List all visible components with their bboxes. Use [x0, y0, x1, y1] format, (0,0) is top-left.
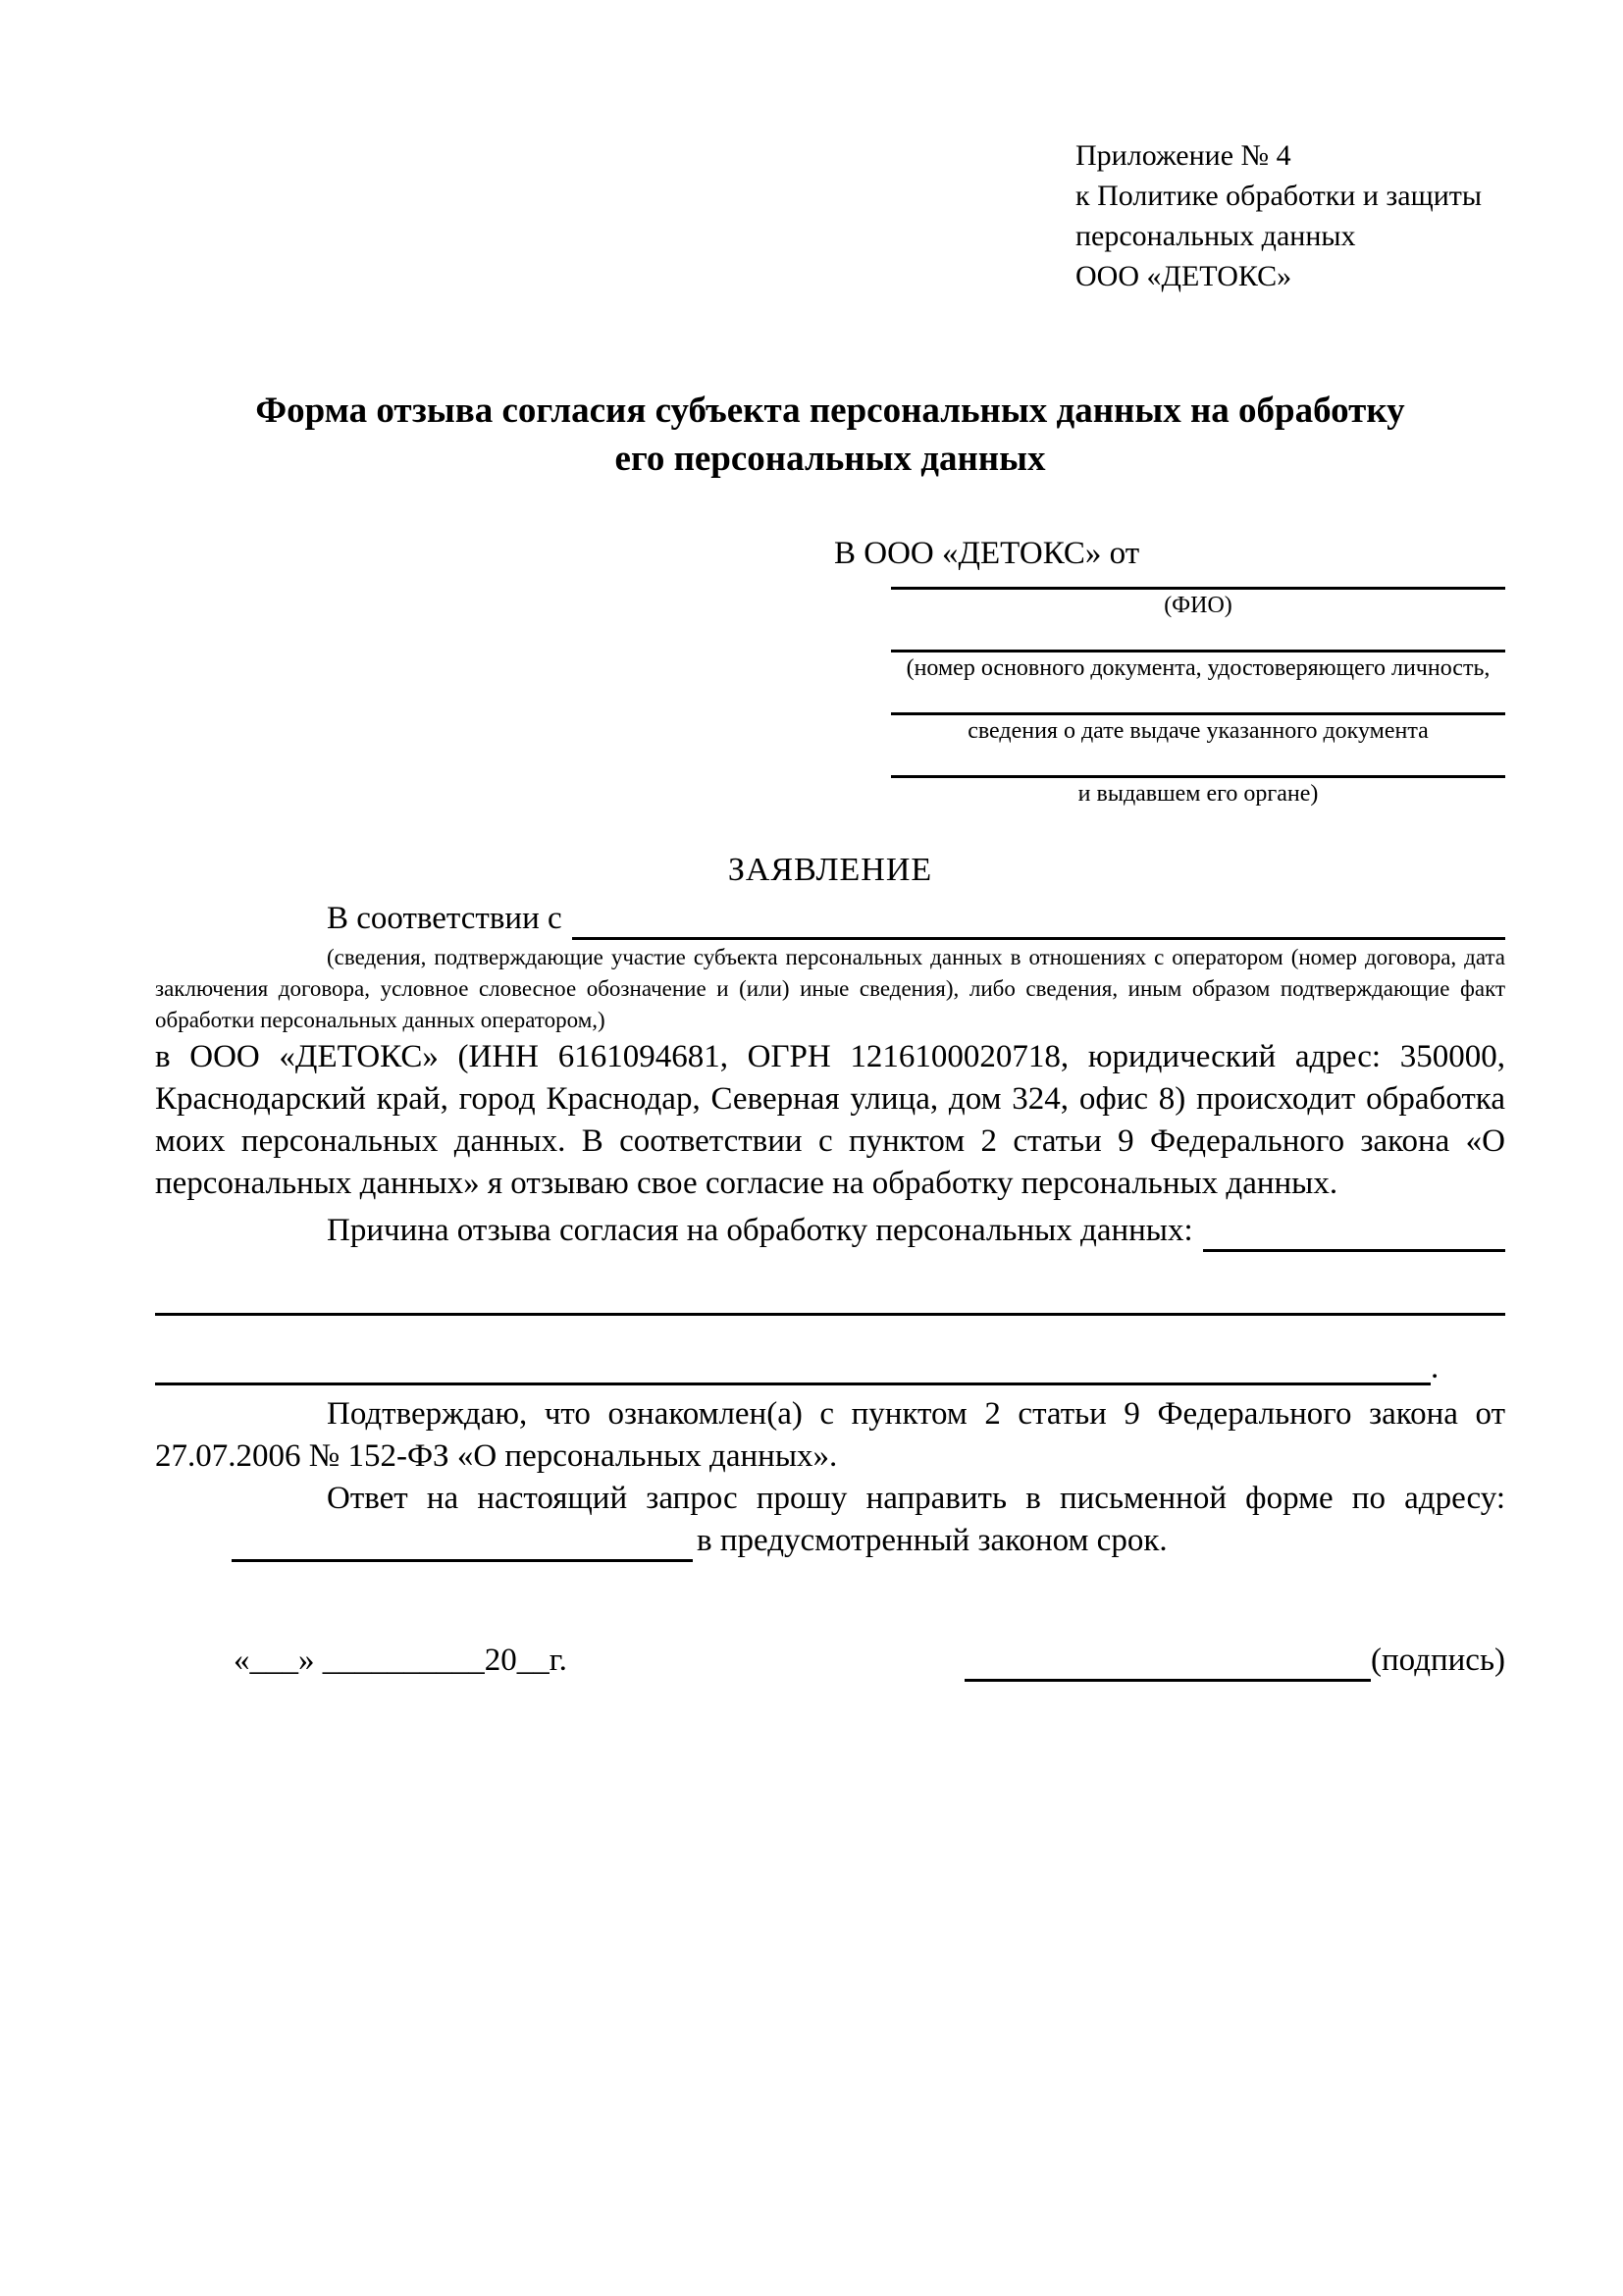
addressee-block [834, 532, 1505, 810]
page-title-line-1: Форма отзыва согласия субъекта персональных данных на обработку [255, 391, 1405, 431]
reply-address-row [155, 1520, 1505, 1562]
reason-label: Причина отзыва согласия на обработку персональных данных: [327, 1213, 1193, 1248]
appendix-line-2: к Политике обработки и защиты [1075, 180, 1483, 212]
appendix-line-3: персональных данных [1075, 220, 1356, 252]
in-accordance-row [155, 897, 1505, 940]
in-accordance-blank-line[interactable] [572, 902, 1505, 940]
small-print-note: (сведения, подтверждающие участие субъекта персональных данных в отношениях с оператором (номер договора, дата заключения договора, условное словесное обозначение и (или) иные сведения), либо сведения, иным образом подтверждающие факт обработки персональных данных оператором,) [155, 945, 1505, 1032]
reply-address-blank-line[interactable] [232, 1526, 693, 1562]
appendix-line-1: Приложение № 4 [1075, 139, 1291, 172]
page-title [155, 387, 1505, 483]
doc-number-caption: (номер основного документа, удостоверяющего личность, [906, 655, 1491, 681]
signature-caption: (подпись) [1371, 1643, 1505, 1678]
reason-continuation-line-1[interactable] [155, 1313, 1505, 1316]
page-title-line-2: его персональных данных [614, 439, 1046, 479]
appendix-block [1075, 135, 1505, 296]
confirmation-paragraph: Подтверждаю, что ознакомлен(а) с пунктом 2 статьи 9 Федерального закона от 27.07.2006 № 152-ФЗ «О персональных данных». [155, 1396, 1505, 1474]
reason-continuation-row-2 [155, 1349, 1505, 1385]
signature-area [965, 1639, 1505, 1682]
signature-blank-line[interactable] [965, 1645, 1371, 1682]
reason-continuation-line-2[interactable] [155, 1349, 1431, 1385]
reason-period: . [1431, 1350, 1440, 1385]
addressee-heading: В ООО «ДЕТОКС» от [834, 536, 1140, 571]
footer-row [155, 1639, 1505, 1682]
statement-heading: ЗАЯВЛЕНИЕ [727, 852, 933, 888]
fio-caption: (ФИО) [1164, 593, 1232, 618]
issuing-authority-field [891, 773, 1505, 810]
fio-field [891, 585, 1505, 622]
doc-number-field [891, 648, 1505, 685]
issue-date-caption: сведения о дате выдаче указанного документа [968, 718, 1429, 744]
reply-request-paragraph: Ответ на настоящий запрос прошу направить в письменной форме по адресу: [327, 1481, 1505, 1516]
date-fill-in[interactable]: «___» __________20__г. [234, 1643, 567, 1678]
appendix-line-4: ООО «ДЕТОКС» [1075, 260, 1292, 292]
reason-row [155, 1209, 1505, 1252]
reason-blank-line[interactable] [1203, 1214, 1505, 1252]
statement-body-paragraph: в ООО «ДЕТОКС» (ИНН 6161094681, ОГРН 1216100020718, юридический адрес: 350000, Краснодарский край, город Краснодар, Северная улица, дом 324, офис 8) происходит обработка моих персональных данных. В соответствии с пунктом 2 статьи 9 Федерального закона «О персональных данных» я отзываю свое согласие на обработку персональных данных. [155, 1039, 1505, 1201]
in-accordance-label: В соответствии с [327, 901, 562, 936]
issue-date-field [891, 710, 1505, 748]
issuing-authority-caption: и выдавшем его органе) [1077, 781, 1319, 807]
reply-tail-text: в предусмотренный законом срок. [697, 1523, 1168, 1558]
